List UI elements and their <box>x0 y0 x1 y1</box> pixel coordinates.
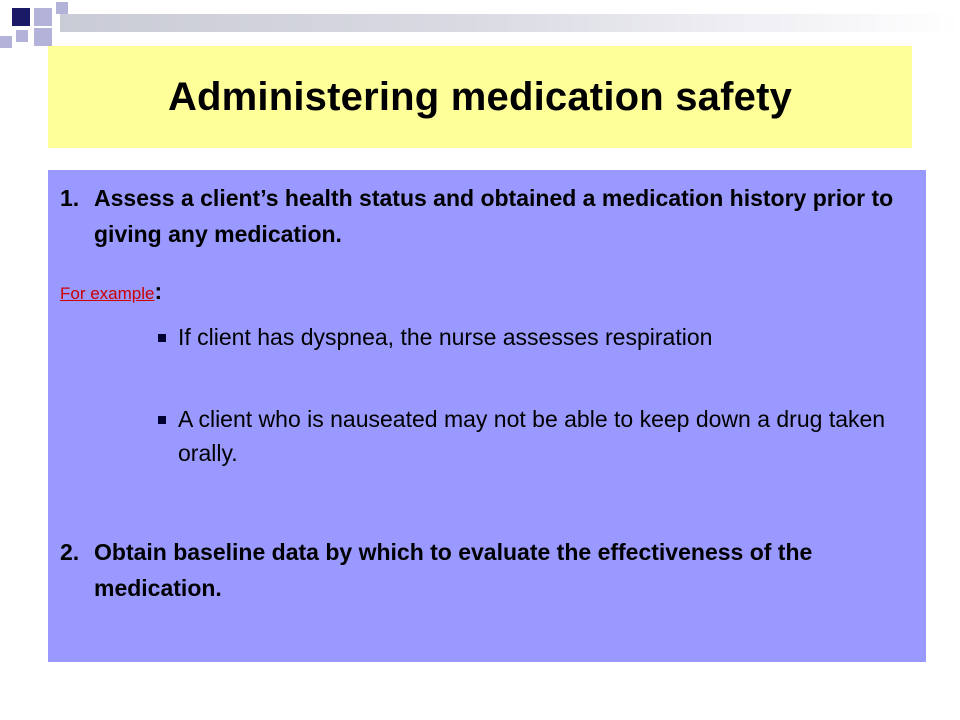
bullet-item <box>158 402 918 470</box>
bullet-text: A client who is nauseated may not be able to keep down a drug taken orally. <box>178 406 886 466</box>
slide-title: Administering medication safety <box>167 74 793 119</box>
content-box <box>48 170 926 662</box>
example-heading <box>60 278 162 305</box>
decor-square <box>12 8 30 26</box>
example-colon: : <box>154 278 163 304</box>
bullet-item <box>158 320 918 354</box>
item-text: Assess a client’s health status and obtained a medication history prior to giving any medication. <box>94 185 894 247</box>
item-text: Obtain baseline data by which to evaluate the effectiveness of the medication. <box>94 539 813 601</box>
header-gradient-bar <box>60 14 960 32</box>
example-label: For example <box>60 284 155 303</box>
square-bullet-icon <box>158 334 166 342</box>
bullet-text: If client has dyspnea, the nurse assesses respiration <box>178 324 713 350</box>
decor-square <box>16 30 28 42</box>
list-item-1 <box>60 180 900 252</box>
square-bullet-icon <box>158 416 166 424</box>
item-number: 1. <box>60 185 80 211</box>
decor-square <box>0 36 12 48</box>
decor-square <box>34 8 52 26</box>
list-item-2 <box>60 534 900 606</box>
decor-square <box>56 2 68 14</box>
decor-square <box>34 28 52 46</box>
title-box <box>48 46 912 148</box>
item-number: 2. <box>60 539 80 565</box>
